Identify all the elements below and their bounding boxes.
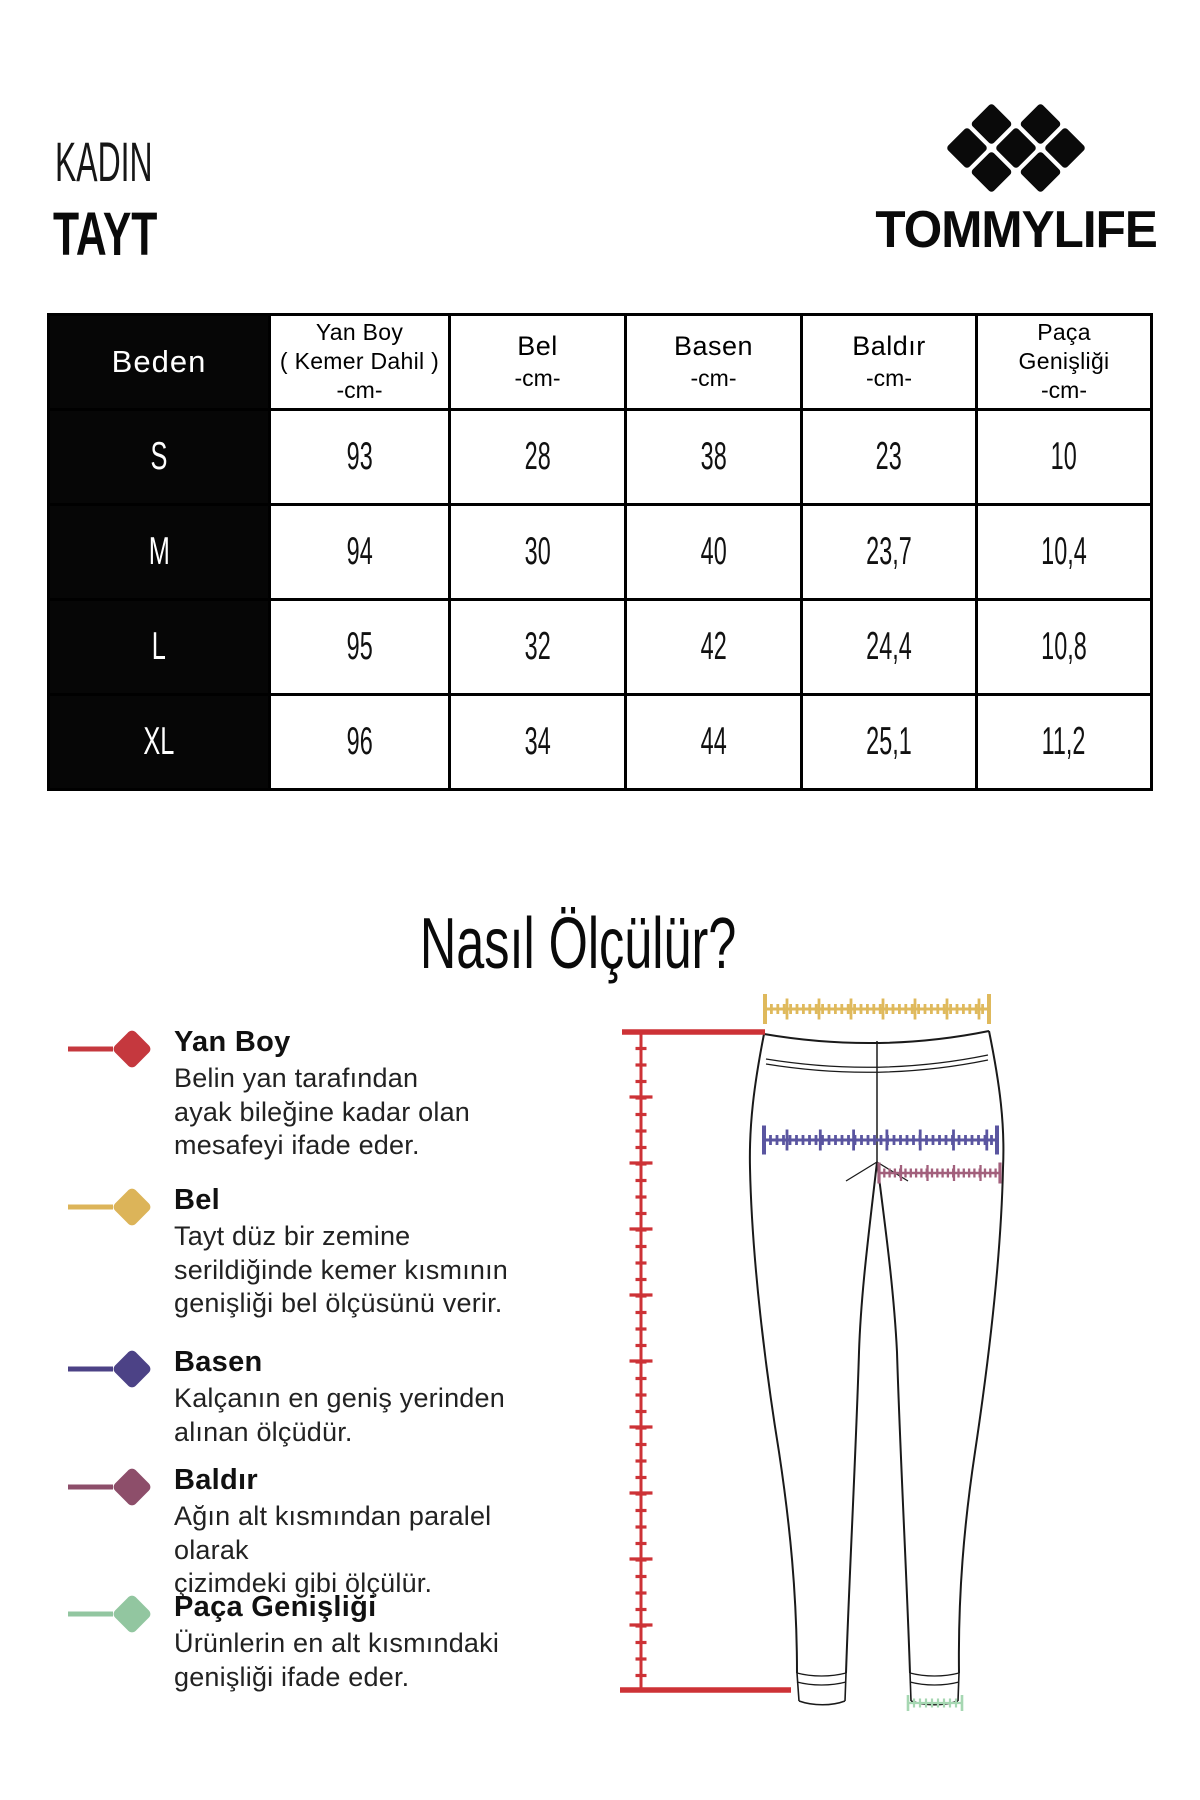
legend-description-line: alınan ölçüdür. xyxy=(174,1416,353,1447)
legend-item-yan-boy xyxy=(62,1022,562,1163)
legend-description-line: Kalçanın en geniş yerinden xyxy=(174,1383,505,1413)
table-row-size-xl xyxy=(49,695,1152,790)
size-cell: L xyxy=(49,600,270,695)
value-cell: 10 xyxy=(977,410,1152,505)
column-header-baldir: Baldır -cm- xyxy=(802,315,977,410)
bel-marker-icon xyxy=(62,1179,162,1235)
legend-description-line: Tayt düz bir zemine xyxy=(174,1221,411,1251)
yan-boy-marker-icon xyxy=(62,1021,162,1077)
legend-label: Yan Boy xyxy=(174,1026,291,1058)
value-cell: 44 xyxy=(626,695,802,790)
legend-description-line: genişliği bel ölçüsünü verir. xyxy=(174,1288,503,1318)
size-table-corner-cell: Beden xyxy=(49,315,270,410)
size-cell: XL xyxy=(49,695,270,790)
legend-item-baldir xyxy=(62,1460,562,1601)
paca-genisligi-marker-icon xyxy=(62,1586,162,1642)
legend-description-line: mesafeyi ifade eder. xyxy=(174,1130,420,1160)
value-cell: 96 xyxy=(270,695,450,790)
value-cell: 93 xyxy=(270,410,450,505)
legend-label: Baldır xyxy=(174,1464,258,1496)
value-cell: 40 xyxy=(626,505,802,600)
size-table-header-row xyxy=(49,315,1152,410)
category-label: KADIN xyxy=(55,130,153,193)
legend-item-bel xyxy=(62,1180,562,1321)
table-row-size-l xyxy=(49,600,1152,695)
legend-item-paca-genisligi xyxy=(62,1587,562,1694)
value-cell: 95 xyxy=(270,600,450,695)
size-table xyxy=(47,313,1153,791)
product-label: TAYT xyxy=(53,200,158,268)
column-header-basen: Basen -cm- xyxy=(626,315,802,410)
value-cell: 23,7 xyxy=(802,505,977,600)
size-cell: M xyxy=(49,505,270,600)
value-cell: 38 xyxy=(626,410,802,505)
value-cell: 94 xyxy=(270,505,450,600)
how-to-measure-title: Nasıl Ölçülür? xyxy=(419,904,737,984)
column-header-paca-genisligi: Paça Genişliği -cm- xyxy=(977,315,1152,410)
measurement-rulers xyxy=(620,994,1000,1711)
value-cell: 34 xyxy=(450,695,626,790)
brand-name: TOMMYLIFE xyxy=(875,201,1157,259)
value-cell: 10,4 xyxy=(977,505,1152,600)
value-cell: 30 xyxy=(450,505,626,600)
value-cell: 25,1 xyxy=(802,695,977,790)
legend-item-basen xyxy=(62,1342,562,1449)
legend-description-line: Belin yan tarafından xyxy=(174,1063,419,1093)
tommylife-diamonds-icon xyxy=(941,100,1091,196)
column-header-yan-boy: Yan Boy ( Kemer Dahil ) -cm- xyxy=(270,315,450,410)
legend-description-line: çizimdeki gibi ölçülür. xyxy=(174,1568,433,1598)
legend-label: Bel xyxy=(174,1184,221,1216)
value-cell: 10,8 xyxy=(977,600,1152,695)
legend-label: Basen xyxy=(174,1346,263,1378)
legend-description-line: serildiğinde kemer kısmının xyxy=(174,1254,509,1285)
value-cell: 42 xyxy=(626,600,802,695)
value-cell: 23 xyxy=(802,410,977,505)
column-header-bel: Bel -cm- xyxy=(450,315,626,410)
baldir-marker-icon xyxy=(62,1459,162,1515)
table-row-size-s xyxy=(49,410,1152,505)
value-cell: 32 xyxy=(450,600,626,695)
legend-description-line: ayak bileğine kadar olan xyxy=(174,1096,470,1127)
legend-description-line: Ağın alt kısmından paralel olarak xyxy=(174,1501,492,1565)
leggings-diagram xyxy=(580,980,1020,1740)
value-cell: 28 xyxy=(450,410,626,505)
legend-description-line: Ürünlerin en alt kısmındaki xyxy=(174,1628,500,1658)
size-cell: S xyxy=(49,410,270,505)
basen-marker-icon xyxy=(62,1341,162,1397)
value-cell: 11,2 xyxy=(977,695,1152,790)
legend-label: Paça Genişliği xyxy=(174,1591,377,1623)
value-cell: 24,4 xyxy=(802,600,977,695)
brand-logo xyxy=(860,100,1172,259)
table-row-size-m xyxy=(49,505,1152,600)
legend-description-line: genişliği ifade eder. xyxy=(174,1661,410,1692)
